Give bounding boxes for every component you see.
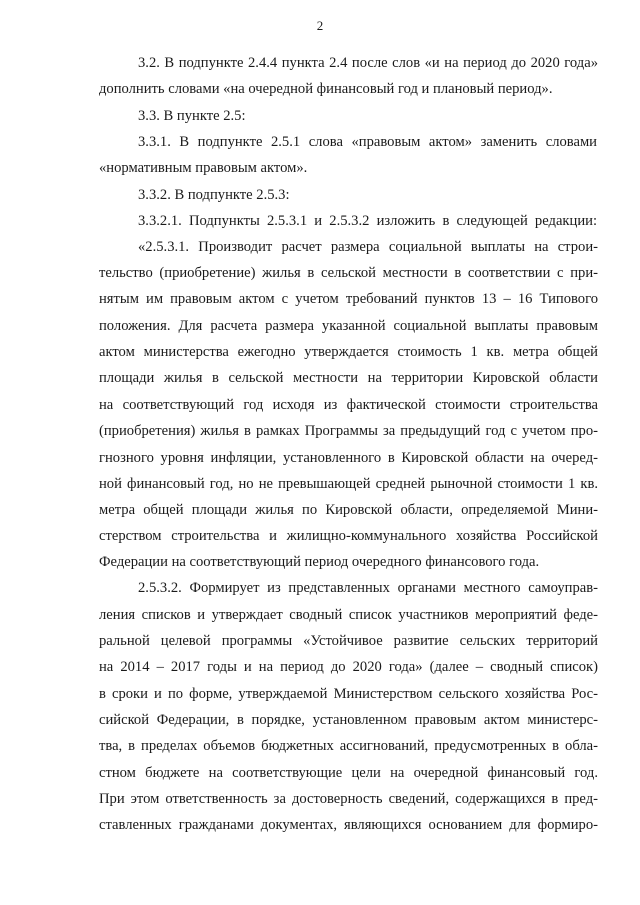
text-line: гнозного уровня инфляции, установленного в Кировской области на очеред- [99,450,598,466]
text-line: (приобретения) жилья в рамках Программы за предыдущий год с учетом про- [99,423,598,439]
text-line: 3.3.1. В подпункте 2.5.1 слова «правовым актом» заменить словами [138,134,597,150]
text-line: площади жилья в сельской местности на территории Кировской области [99,370,598,386]
text-line: тельство (приобретение) жилья в сельской местности в соответствии с при- [99,265,598,281]
text-line: тва, в пределах объемов бюджетных ассигнований, предусмотренных в обла- [99,738,598,754]
text-line: 2.5.3.2. Формирует из представленных органами местного самоуправ- [138,580,598,596]
text-line: метра общей площади жилья по Кировской области, определяемой Мини- [99,502,598,518]
text-line: 3.2. В подпункте 2.4.4 пункта 2.4 после слов «и на период до 2020 года» [138,55,598,71]
text-line: положения. Для расчета размера указанной социальной выплаты правовым [99,318,598,334]
text-line: ления списков и утверждает сводный список участников мероприятий феде- [99,607,598,623]
text-line: 3.3. В пункте 2.5: [138,108,246,124]
page-number: 2 [316,18,324,33]
text-line: дополнить словами «на очередной финансовый год и плановый период». [99,81,553,97]
text-line: в сроки и по форме, утверждаемой Министерством сельского хозяйства Рос- [99,686,598,702]
text-line: При этом ответственность за достоверность сведений, содержащихся в пред- [99,791,598,807]
text-line: 3.3.2. В подпункте 2.5.3: [138,187,290,203]
text-line: на 2014 – 2017 годы и на период до 2020 года» (далее – сводный список) [99,659,598,675]
text-line: сийской Федерации, в порядке, установленном правовым актом министерс- [99,712,598,728]
text-line: на соответствующий год исходя из фактической стоимости строительства [99,397,598,413]
text-line: актом министерства ежегодно утверждается стоимость 1 кв. метра общей [99,344,598,360]
text-line: ральной целевой программы «Устойчивое развитие сельских территорий [99,633,598,649]
text-line: нятым им правовым актом с учетом требований пунктов 13 – 16 Типового [99,291,598,307]
text-line: ной финансовый год, но не превышающей средней рыночной стоимости 1 кв. [99,476,598,492]
text-line: «2.5.3.1. Производит расчет размера социальной выплаты на строи- [138,239,598,255]
text-line: стерством строительства и жилищно-коммунального хозяйства Российской [99,528,598,544]
text-line: ставленных гражданами документах, являющихся основанием для формиро- [99,817,598,833]
text-line: Федерации на соответствующий период очередного финансового года. [99,554,540,570]
text-line: «нормативным правовым актом». [99,160,308,176]
text-line: стном бюджете на соответствующие цели на очередной финансовый год. [99,765,598,781]
text-line: 3.3.2.1. Подпункты 2.5.3.1 и 2.5.3.2 изложить в следующей редакции: [138,213,597,229]
